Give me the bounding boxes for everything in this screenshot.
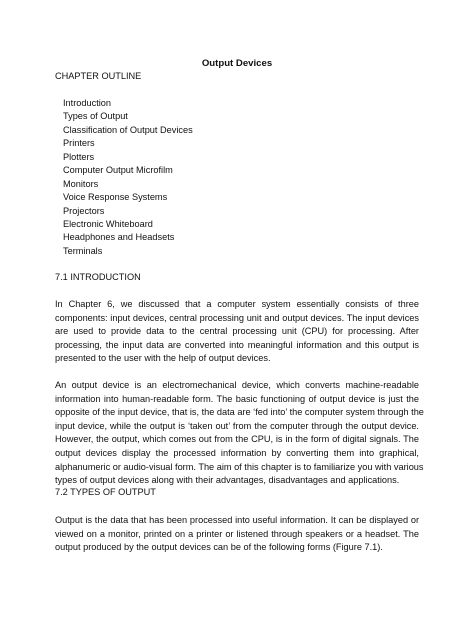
chapter-outline-heading: CHAPTER OUTLINE — [55, 71, 142, 81]
paragraph-line: output devices display the processed information by converting them into graphical, — [55, 447, 419, 458]
paragraph-line: types of output devices along with their advantages, disadvantages and applications. — [55, 475, 400, 486]
paragraph-line: alphanumeric or audio-visual form. The aim of this chapter is to familiarize you with various — [55, 461, 424, 472]
paragraph-line: input device, while the output is ‘taken out’ from the computer through the output device. — [55, 420, 419, 431]
outline-item: Computer Output Microfilm — [63, 165, 173, 176]
paragraph-line: presented to the user with the help of output devices. — [55, 353, 271, 364]
outline-item: Classification of Output Devices — [63, 124, 193, 135]
paragraph-line: processing, the input data are converted into meaningful information and this output is — [55, 339, 419, 350]
paragraph-line: An output device is an electromechanical device, which converts machine-readable — [55, 380, 419, 390]
paragraph-line: components: input devices, central processing unit and output devices. The input devices — [55, 312, 419, 323]
page-title: Output Devices — [201, 58, 273, 69]
paragraph-introduction — [55, 298, 419, 366]
outline-item: Electronic Whiteboard — [63, 218, 153, 229]
paragraph-line: output produced by the output devices can be of the following forms (Figure 7.1). — [55, 542, 383, 553]
outline-item: Types of Output — [63, 111, 128, 122]
paragraph-line: are used to provide data to the central processing unit (CPU) for processing. After — [55, 326, 419, 337]
outline-item: Terminals — [63, 245, 103, 256]
chapter-outline-list — [63, 97, 193, 258]
paragraph-line: opposite of the input device, that is, the data are ‘fed into’ the computer system through the — [55, 407, 424, 418]
paragraph-output-device-definition — [55, 379, 424, 488]
paragraph-line: In Chapter 6, we discussed that a computer system essentially consists of three — [55, 299, 419, 309]
outline-item: Printers — [63, 138, 95, 149]
outline-item: Monitors — [63, 178, 99, 189]
section-heading-types-of-output: 7.2 TYPES OF OUTPUT — [55, 487, 156, 497]
paragraph-types-of-output — [55, 514, 419, 555]
paragraph-line: However, the output, which comes out from the CPU, is in the form of digital signals. The — [55, 434, 419, 445]
paragraph-line: information into human-readable form. The basic functioning of output device is just the — [55, 393, 419, 404]
paragraph-line: viewed on a monitor, printed on a printer or listened through speakers or a headset. The — [55, 528, 419, 539]
outline-item: Introduction — [63, 98, 112, 108]
outline-item: Voice Response Systems — [63, 192, 168, 203]
paragraph-line: Output is the data that has been processed into useful information. It can be displayed or — [55, 515, 419, 525]
outline-item: Headphones and Headsets — [63, 232, 175, 243]
outline-item: Plotters — [63, 151, 95, 162]
section-heading-introduction: 7.1 INTRODUCTION — [55, 272, 141, 282]
outline-item: Projectors — [63, 205, 105, 216]
